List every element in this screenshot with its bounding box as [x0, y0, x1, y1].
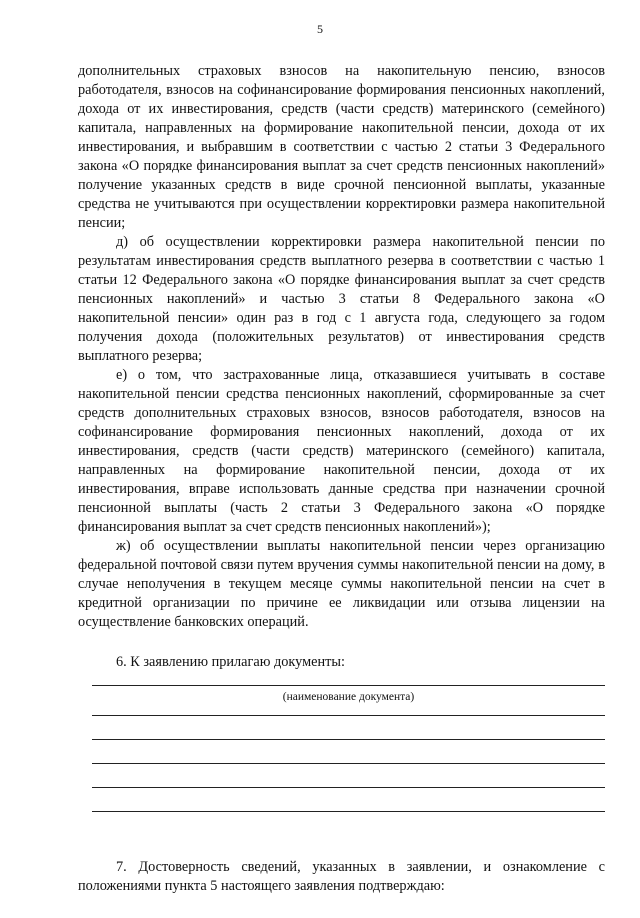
- documents-list-lines: [92, 685, 605, 812]
- documents-heading: 6. К заявлению прилагаю документы:: [116, 654, 345, 670]
- document-body: [78, 0, 605, 896]
- page-number: 5: [317, 22, 323, 36]
- document-name-caption: (наименование документа): [282, 691, 415, 703]
- document-line-5[interactable]: [92, 787, 605, 788]
- document-line-4[interactable]: [92, 763, 605, 764]
- document-line-2[interactable]: [92, 715, 605, 716]
- confirmation-paragraph: 7. Достоверность сведений, указанных в заявлении, и ознакомление с положениями пункта 5 настоящего заявления подтверждаю:: [78, 859, 605, 894]
- paragraph-continuation: дополнительных страховых взносов на накопительную пенсию, взносов работодателя, взносов на софинансирование формирования пенсионных накоплений, дохода от их инвестирования, средств (части средств) материнского (семейного) капитала, направленных на формирование накопительной пенсии, дохода от их инвестирования, и выбравшим в соответствии с частью 2 статьи 3 Федерального закона «О порядке финансирования выплат за счет средств пенсионных накоплений» получение указанных средств в виде срочной пенсионной выплаты, указанные средства не учитываются при осуществлении корректировки размера накопительной пенсии;: [78, 63, 605, 231]
- paragraph-zh: ж) об осуществлении выплаты накопительной пенсии через организацию федеральной почтовой связи путем вручения суммы накопительной пенсии на дому, в случае неполучения в текущем месяце суммы накопительной пенсии на счет в кредитной организации по причине ее ликвидации или отзыва лицензии на осуществление банковских операций.: [78, 538, 605, 630]
- document-line-3[interactable]: [92, 739, 605, 740]
- document-line-6[interactable]: [92, 811, 605, 812]
- paragraph-e: е) о том, что застрахованные лица, отказавшиеся учитывать в составе накопительной пенсии средства пенсионных накоплений, сформированные за счет средств дополнительных страховых взносов, взносов работодателя, взносов на софинансирование формирования пенсионных накоплений, дохода от их инвестирования, средств (части средств) материнского (семейного) капитала, направленных на формирование накопительной пенсии, дохода от их инвестирования, вправе использовать данные средства при назначении срочной пенсионной выплаты (часть 2 статьи 3 Федерального закона «О порядке финансирования выплат за счет средств пенсионных накоплений»);: [78, 367, 605, 535]
- document-line-1[interactable]: [92, 685, 605, 686]
- paragraph-d: д) об осуществлении корректировки размера накопительной пенсии по результатам инвестирования средств выплатного резерва в соответствии с частью 1 статьи 12 Федерального закона «О порядке финансирования выплат за счет средств пенсионных накоплений» и частью 3 статьи 8 Федерального закона «О накопительной пенсии» один раз в год с 1 августа года, следующего за годом получения дохода (положительных результатов) от инвестирования средств выплатного резерва;: [78, 234, 605, 364]
